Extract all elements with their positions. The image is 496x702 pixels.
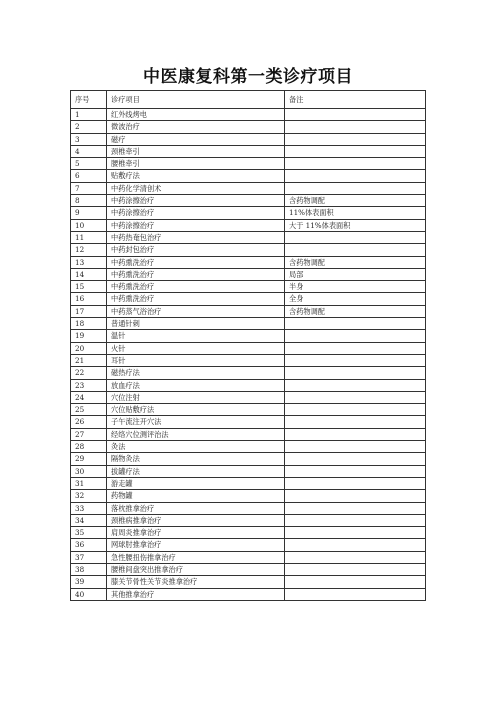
cell-item: 磁热疗法 (107, 367, 285, 379)
cell-index: 16 (71, 293, 107, 305)
cell-index: 3 (71, 133, 107, 145)
cell-item: 灸法 (107, 441, 285, 453)
table-row (71, 342, 426, 354)
cell-index: 26 (71, 416, 107, 428)
cell-index: 29 (71, 453, 107, 465)
table-row (71, 539, 426, 551)
table-row (71, 305, 426, 317)
cell-remark: 11%体表面积 (285, 207, 426, 219)
cell-index: 37 (71, 551, 107, 563)
cell-index: 21 (71, 354, 107, 366)
table-row (71, 465, 426, 477)
table-row (71, 182, 426, 194)
cell-index: 6 (71, 170, 107, 182)
cell-remark (285, 367, 426, 379)
cell-item: 急性腰扭伤推拿治疗 (107, 551, 285, 563)
cell-remark (285, 170, 426, 182)
cell-item: 中药涂擦治疗 (107, 207, 285, 219)
cell-index: 2 (71, 121, 107, 133)
table-row (71, 514, 426, 526)
cell-index: 31 (71, 477, 107, 489)
cell-remark (285, 133, 426, 145)
cell-item: 腰椎牵引 (107, 158, 285, 170)
cell-item: 中药涂擦治疗 (107, 195, 285, 207)
table-row (71, 551, 426, 563)
table-row (71, 256, 426, 268)
treatment-items-table (70, 90, 426, 601)
header-cell-index: 序号 (71, 91, 107, 109)
cell-index: 32 (71, 490, 107, 502)
cell-remark (285, 145, 426, 157)
table-row (71, 477, 426, 489)
cell-item: 膝关节骨性关节炎推拿治疗 (107, 576, 285, 588)
cell-remark: 大于 11%体表面积 (285, 219, 426, 231)
cell-remark (285, 490, 426, 502)
cell-index: 22 (71, 367, 107, 379)
table-row (71, 219, 426, 231)
cell-index: 20 (71, 342, 107, 354)
cell-item: 中药化学清创术 (107, 182, 285, 194)
table-row (71, 588, 426, 600)
cell-index: 34 (71, 514, 107, 526)
table-row (71, 563, 426, 575)
cell-item: 肩周炎推拿治疗 (107, 527, 285, 539)
table-row (71, 527, 426, 539)
cell-index: 38 (71, 563, 107, 575)
cell-item: 中药蒸气浴治疗 (107, 305, 285, 317)
cell-remark: 全身 (285, 293, 426, 305)
table-row (71, 133, 426, 145)
cell-item: 拔罐疗法 (107, 465, 285, 477)
table-row (71, 145, 426, 157)
cell-remark: 含药物调配 (285, 305, 426, 317)
cell-index: 15 (71, 281, 107, 293)
cell-index: 10 (71, 219, 107, 231)
cell-remark (285, 416, 426, 428)
table-row (71, 195, 426, 207)
cell-remark (285, 465, 426, 477)
cell-item: 火针 (107, 342, 285, 354)
cell-remark (285, 514, 426, 526)
cell-item: 中药涂擦治疗 (107, 219, 285, 231)
cell-item: 穴位注射 (107, 391, 285, 403)
table-row (71, 207, 426, 219)
cell-index: 9 (71, 207, 107, 219)
cell-item: 腰椎间盘突出推拿治疗 (107, 563, 285, 575)
cell-item: 红外线烤电 (107, 109, 285, 121)
cell-remark (285, 342, 426, 354)
cell-item: 中药封包治疗 (107, 244, 285, 256)
cell-remark (285, 563, 426, 575)
cell-index: 18 (71, 318, 107, 330)
cell-item: 网球肘推拿治疗 (107, 539, 285, 551)
cell-item: 隔物灸法 (107, 453, 285, 465)
cell-item: 药物罐 (107, 490, 285, 502)
cell-item: 颈椎病推拿治疗 (107, 514, 285, 526)
table-row (71, 268, 426, 280)
table-row (71, 170, 426, 182)
cell-item: 游走罐 (107, 477, 285, 489)
table-row (71, 391, 426, 403)
cell-remark (285, 502, 426, 514)
cell-remark (285, 576, 426, 588)
table-row (71, 158, 426, 170)
table-row (71, 109, 426, 121)
table-row (71, 428, 426, 440)
cell-index: 27 (71, 428, 107, 440)
cell-item: 子午流注开穴法 (107, 416, 285, 428)
cell-remark (285, 477, 426, 489)
header-cell-item: 诊疗项目 (107, 91, 285, 109)
cell-item: 普通针刺 (107, 318, 285, 330)
table-row (71, 121, 426, 133)
cell-remark: 局部 (285, 268, 426, 280)
table-row (71, 404, 426, 416)
cell-index: 35 (71, 527, 107, 539)
cell-item: 放血疗法 (107, 379, 285, 391)
cell-remark (285, 354, 426, 366)
cell-remark (285, 109, 426, 121)
cell-index: 36 (71, 539, 107, 551)
header-cell-remark: 备注 (285, 91, 426, 109)
cell-remark (285, 121, 426, 133)
cell-index: 12 (71, 244, 107, 256)
cell-item: 其他推拿治疗 (107, 588, 285, 600)
cell-item: 落枕推拿治疗 (107, 502, 285, 514)
cell-remark: 半身 (285, 281, 426, 293)
cell-remark (285, 330, 426, 342)
page-title: 中医康复科第一类诊疗项目 (143, 67, 353, 87)
cell-remark (285, 244, 426, 256)
cell-index: 17 (71, 305, 107, 317)
cell-remark (285, 551, 426, 563)
table-row (71, 293, 426, 305)
table-row (71, 281, 426, 293)
cell-item: 中药熏洗治疗 (107, 256, 285, 268)
cell-item: 磁疗 (107, 133, 285, 145)
table-row (71, 231, 426, 243)
cell-index: 23 (71, 379, 107, 391)
cell-item: 温针 (107, 330, 285, 342)
cell-index: 8 (71, 195, 107, 207)
cell-item: 颈椎牵引 (107, 145, 285, 157)
table-row (71, 330, 426, 342)
table-row (71, 379, 426, 391)
cell-remark (285, 318, 426, 330)
table-row (71, 576, 426, 588)
table-row (71, 502, 426, 514)
table-header-row (71, 91, 426, 109)
cell-item: 中药熏洗治疗 (107, 268, 285, 280)
cell-remark (285, 441, 426, 453)
cell-remark (285, 404, 426, 416)
cell-index: 40 (71, 588, 107, 600)
cell-remark (285, 588, 426, 600)
cell-item: 中药熏洗治疗 (107, 293, 285, 305)
cell-item: 耳针 (107, 354, 285, 366)
cell-index: 4 (71, 145, 107, 157)
cell-index: 14 (71, 268, 107, 280)
cell-index: 19 (71, 330, 107, 342)
cell-index: 11 (71, 231, 107, 243)
cell-item: 贴敷疗法 (107, 170, 285, 182)
cell-remark (285, 379, 426, 391)
table-row (71, 441, 426, 453)
cell-item: 中药熏洗治疗 (107, 281, 285, 293)
cell-remark (285, 527, 426, 539)
table-row (71, 490, 426, 502)
cell-remark (285, 428, 426, 440)
cell-item: 穴位贴敷疗法 (107, 404, 285, 416)
table-row (71, 354, 426, 366)
cell-index: 1 (71, 109, 107, 121)
cell-item: 微波治疗 (107, 121, 285, 133)
table-row (71, 453, 426, 465)
cell-index: 28 (71, 441, 107, 453)
cell-remark: 含药物调配 (285, 256, 426, 268)
cell-index: 30 (71, 465, 107, 477)
cell-remark (285, 391, 426, 403)
cell-item: 中药热奄包治疗 (107, 231, 285, 243)
cell-remark (285, 231, 426, 243)
cell-remark (285, 539, 426, 551)
cell-index: 7 (71, 182, 107, 194)
cell-index: 24 (71, 391, 107, 403)
cell-index: 33 (71, 502, 107, 514)
cell-remark: 含药物调配 (285, 195, 426, 207)
cell-remark (285, 158, 426, 170)
table-row (71, 244, 426, 256)
cell-remark (285, 453, 426, 465)
cell-index: 13 (71, 256, 107, 268)
cell-remark (285, 182, 426, 194)
table-row (71, 367, 426, 379)
cell-index: 5 (71, 158, 107, 170)
table-row (71, 416, 426, 428)
table-row (71, 318, 426, 330)
cell-index: 25 (71, 404, 107, 416)
cell-item: 经络穴位测评治法 (107, 428, 285, 440)
cell-index: 39 (71, 576, 107, 588)
